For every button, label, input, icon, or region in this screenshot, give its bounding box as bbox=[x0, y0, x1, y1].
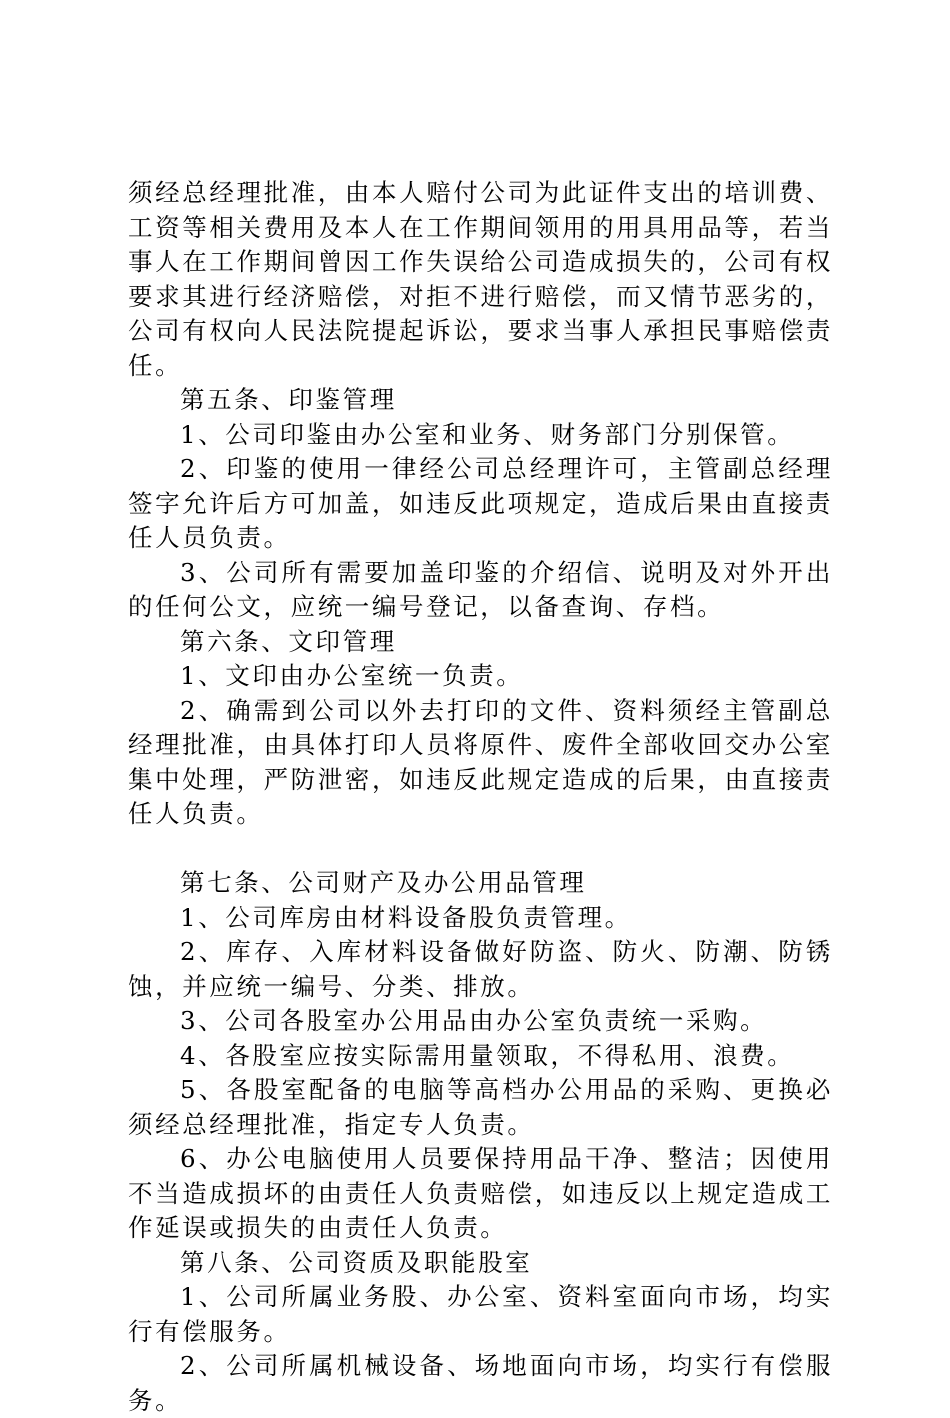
paragraph-property-5: 5、各股室配备的电脑等高档办公用品的采购、更换必须经总经理批准，指定专人负责。 bbox=[128, 1075, 833, 1139]
paragraph-printing-1: 1、文印由办公室统一负责。 bbox=[180, 661, 524, 690]
heading-article-5-seal-management: 第五条、印鉴管理 bbox=[180, 385, 397, 414]
document-body bbox=[128, 176, 833, 1418]
paragraph-qualification-2: 2、公司所属机械设备、场地面向市场，均实行有偿服务。 bbox=[128, 1351, 833, 1415]
heading-article-6-printing-management: 第六条、文印管理 bbox=[180, 626, 397, 656]
paragraph-qualification-1: 1、公司所属业务股、办公室、资料室面向市场，均实行有偿服务。 bbox=[128, 1282, 833, 1346]
paragraph-seal-3: 3、公司所有需要加盖印鉴的介绍信、说明及对外开出的任何公文，应统一编号登记，以备查询、存档。 bbox=[128, 557, 833, 621]
heading-article-7-property-management: 第七条、公司财产及办公用品管理 bbox=[180, 868, 587, 897]
paragraph-property-1: 1、公司库房由材料设备股负责管理。 bbox=[180, 902, 632, 932]
paragraph-property-3: 3、公司各股室办公用品由办公室负责统一采购。 bbox=[180, 1006, 768, 1035]
paragraph-property-6: 6、办公电脑使用人员要保持用品干净、整洁；因使用不当造成损坏的由责任人负责赔偿，如违反以上规定造成工作延误或损失的由责任人负责。 bbox=[128, 1144, 833, 1242]
paragraph-compensation: 须经总经理批准，由本人赔付公司为此证件支出的培训费、工资等相关费用及本人在工作期间领用的用具用品等，若当事人在工作期间曾因工作失误给公司造成损失的，公司有权要求其进行经济赔偿，对拒不进行赔偿，而又情节恶劣的，公司有权向人民法院提起诉讼，要求当事人承担民事赔偿责任。 bbox=[128, 178, 833, 380]
paragraph-printing-2: 2、确需到公司以外去打印的文件、资料须经主管副总经理批准，由具体打印人员将原件、废件全部收回交办公室集中处理，严防泄密，如违反此规定造成的后果，由直接责任人负责。 bbox=[128, 695, 833, 828]
paragraph-property-4: 4、各股室应按实际需用量领取，不得私用、浪费。 bbox=[180, 1040, 795, 1070]
heading-article-8-qualification-departments: 第八条、公司资质及职能股室 bbox=[180, 1247, 533, 1277]
paragraph-seal-2: 2、印鉴的使用一律经公司总经理许可，主管副总经理签字允许后方可加盖，如违反此项规定，造成后果由直接责任人员负责。 bbox=[128, 454, 833, 552]
paragraph-property-2: 2、库存、入库材料设备做好防盗、防火、防潮、防锈蚀，并应统一编号、分类、排放。 bbox=[128, 937, 833, 1001]
paragraph-seal-1: 1、公司印鉴由办公室和业务、财务部门分别保管。 bbox=[180, 419, 795, 449]
blank-line bbox=[128, 832, 833, 867]
